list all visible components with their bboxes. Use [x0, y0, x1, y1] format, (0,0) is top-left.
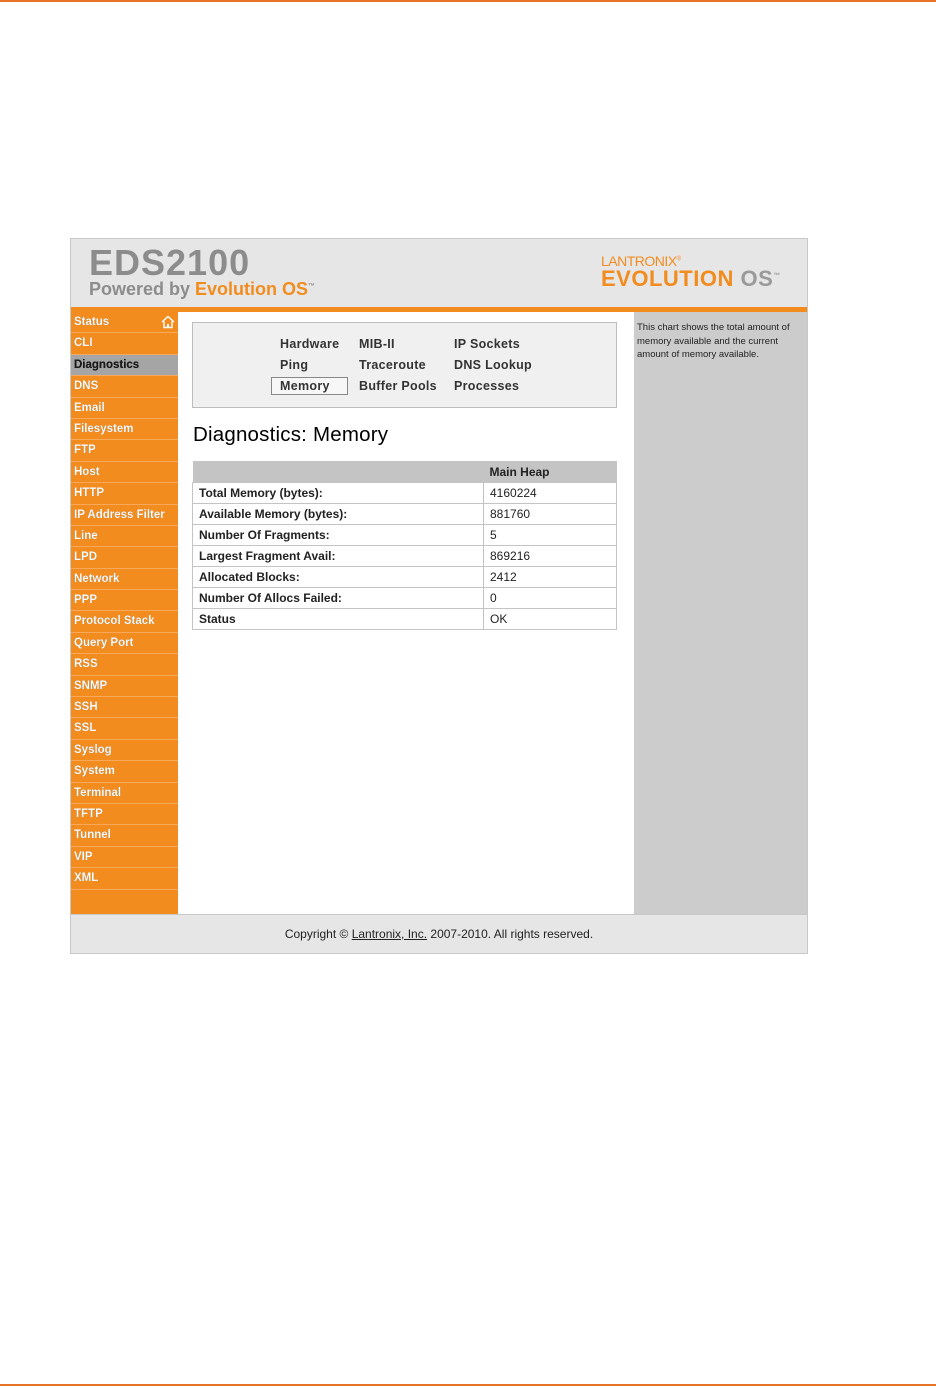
sidebar-item-label: XML	[74, 872, 99, 885]
table-row	[193, 609, 617, 630]
sidebar-item-lpd[interactable]	[71, 547, 178, 568]
page-bottom-rule	[0, 1384, 936, 1386]
diagnostics-submenu	[192, 322, 617, 408]
powered-by-tm: ™	[308, 283, 316, 290]
product-name: EDS2100	[89, 242, 251, 283]
sidebar-item-system[interactable]	[71, 761, 178, 782]
sidebar-item-dns[interactable]	[71, 376, 178, 397]
powered-by-prefix: Powered by	[89, 279, 196, 299]
submenu-processes[interactable]: Processes	[454, 379, 520, 393]
sidebar-item-label: VIP	[74, 850, 93, 863]
submenu-hardware[interactable]: Hardware	[280, 337, 340, 351]
sidebar-item-label: System	[74, 765, 115, 778]
row-value: 4160224	[484, 483, 617, 504]
sidebar-item-query-port[interactable]	[71, 633, 178, 654]
sidebar-item-snmp[interactable]	[71, 676, 178, 697]
sidebar-item-http[interactable]	[71, 483, 178, 504]
row-label: Status	[193, 609, 484, 630]
sidebar-item-label: Line	[74, 529, 98, 542]
sidebar-item-label: HTTP	[74, 487, 105, 500]
sidebar-item-filesystem[interactable]	[71, 419, 178, 440]
row-label: Available Memory (bytes):	[193, 504, 484, 525]
sidebar-nav	[71, 312, 178, 914]
home-icon[interactable]	[161, 315, 175, 329]
table-row	[193, 546, 617, 567]
memory-table	[192, 461, 617, 630]
sidebar-item-ip-address-filter[interactable]	[71, 505, 178, 526]
sidebar-item-label: FTP	[74, 444, 96, 457]
row-value: 2412	[484, 567, 617, 588]
lantronix-wordmark: LANTRONIX	[601, 253, 677, 269]
sidebar-item-rss[interactable]	[71, 654, 178, 675]
table-row	[193, 567, 617, 588]
row-value: 881760	[484, 504, 617, 525]
row-label: Number Of Allocs Failed:	[193, 588, 484, 609]
sidebar-item-label: IP Address Filter	[74, 508, 165, 521]
submenu-dns-lookup[interactable]: DNS Lookup	[454, 358, 532, 372]
sidebar-item-status[interactable]	[71, 312, 178, 333]
app-header	[71, 239, 807, 307]
sidebar-item-line[interactable]	[71, 526, 178, 547]
sidebar-item-protocol-stack[interactable]	[71, 611, 178, 632]
page-title: Diagnostics: Memory	[193, 423, 389, 446]
table-row	[193, 483, 617, 504]
device-web-ui	[70, 238, 808, 954]
copyright-suffix: 2007-2010. All rights reserved.	[427, 927, 594, 941]
row-value: 0	[484, 588, 617, 609]
sidebar-item-label: Tunnel	[74, 829, 111, 842]
help-text: This chart shows the total amount of memory available and the current amount of memory available.	[637, 322, 790, 360]
table-row	[193, 525, 617, 546]
table-header-blank	[193, 461, 484, 483]
powered-by-tagline	[89, 279, 315, 300]
sidebar-item-ftp[interactable]	[71, 440, 178, 461]
main-content	[178, 312, 634, 914]
sidebar-item-vip[interactable]	[71, 847, 178, 868]
sidebar-item-label: TFTP	[74, 807, 103, 820]
sidebar-item-label: Status	[74, 316, 110, 328]
sidebar-item-email[interactable]	[71, 398, 178, 419]
sidebar-item-ssh[interactable]	[71, 697, 178, 718]
sidebar-item-label: DNS	[74, 380, 99, 393]
sidebar-item-syslog[interactable]	[71, 740, 178, 761]
row-label: Largest Fragment Avail:	[193, 546, 484, 567]
sidebar-item-ppp[interactable]	[71, 590, 178, 611]
sidebar-item-diagnostics[interactable]	[71, 355, 178, 376]
sidebar-item-cli[interactable]	[71, 333, 178, 354]
evolution-os-logo	[601, 266, 781, 292]
sidebar-item-label: Terminal	[74, 786, 122, 799]
sidebar-item-label: Email	[74, 401, 105, 414]
row-label: Allocated Blocks:	[193, 567, 484, 588]
submenu-traceroute[interactable]: Traceroute	[359, 358, 426, 372]
row-value: 869216	[484, 546, 617, 567]
lantronix-reg: ®	[676, 256, 681, 263]
sidebar-item-label: Query Port	[74, 636, 134, 649]
table-row	[193, 504, 617, 525]
lantronix-link[interactable]: Lantronix, Inc.	[351, 927, 428, 941]
sidebar-item-label: Protocol Stack	[74, 615, 155, 628]
help-pane	[634, 312, 807, 914]
submenu-ping[interactable]: Ping	[280, 358, 309, 372]
row-value: OK	[484, 609, 617, 630]
sidebar-item-label: LPD	[74, 551, 97, 564]
sidebar-item-xml[interactable]	[71, 868, 178, 889]
sidebar-item-label: Network	[74, 572, 120, 585]
sidebar-item-label: PPP	[74, 594, 98, 607]
row-label: Total Memory (bytes):	[193, 483, 484, 504]
sidebar-item-network[interactable]	[71, 569, 178, 590]
submenu-buffer-pools[interactable]: Buffer Pools	[359, 379, 437, 393]
memory-table-body	[193, 483, 617, 630]
submenu-ip-sockets[interactable]: IP Sockets	[454, 337, 521, 351]
sidebar-item-tftp[interactable]	[71, 804, 178, 825]
sidebar-item-label: SSH	[74, 701, 98, 714]
sidebar-item-tunnel[interactable]	[71, 825, 178, 846]
submenu-mib2[interactable]: MIB-II	[359, 337, 395, 351]
evolution-wordmark: EVOLUTION	[601, 266, 734, 291]
sidebar-item-label: CLI	[74, 337, 93, 350]
sidebar-item-ssl[interactable]	[71, 718, 178, 739]
sidebar-item-label: SSL	[74, 722, 97, 735]
sidebar-item-label: Host	[74, 465, 100, 478]
sidebar-item-host[interactable]	[71, 462, 178, 483]
submenu-memory[interactable]: Memory	[271, 377, 348, 395]
sidebar-item-label: SNMP	[74, 679, 108, 692]
evolution-tm: ™	[773, 272, 781, 280]
powered-by-os: Evolution OS	[195, 279, 309, 299]
sidebar-item-label: Syslog	[74, 743, 112, 756]
footer	[71, 914, 807, 953]
row-value: 5	[484, 525, 617, 546]
os-wordmark: OS	[733, 266, 774, 291]
table-header-row	[193, 461, 617, 483]
row-label: Number Of Fragments:	[193, 525, 484, 546]
copyright-prefix: Copyright ©	[284, 927, 352, 941]
table-header-main-heap: Main Heap	[484, 461, 617, 483]
sidebar-item-terminal[interactable]	[71, 783, 178, 804]
sidebar-item-label: Filesystem	[74, 422, 134, 435]
sidebar-item-label: RSS	[74, 658, 98, 671]
sidebar-item-label: Diagnostics	[74, 358, 140, 371]
page-top-rule	[0, 0, 936, 2]
table-row	[193, 588, 617, 609]
